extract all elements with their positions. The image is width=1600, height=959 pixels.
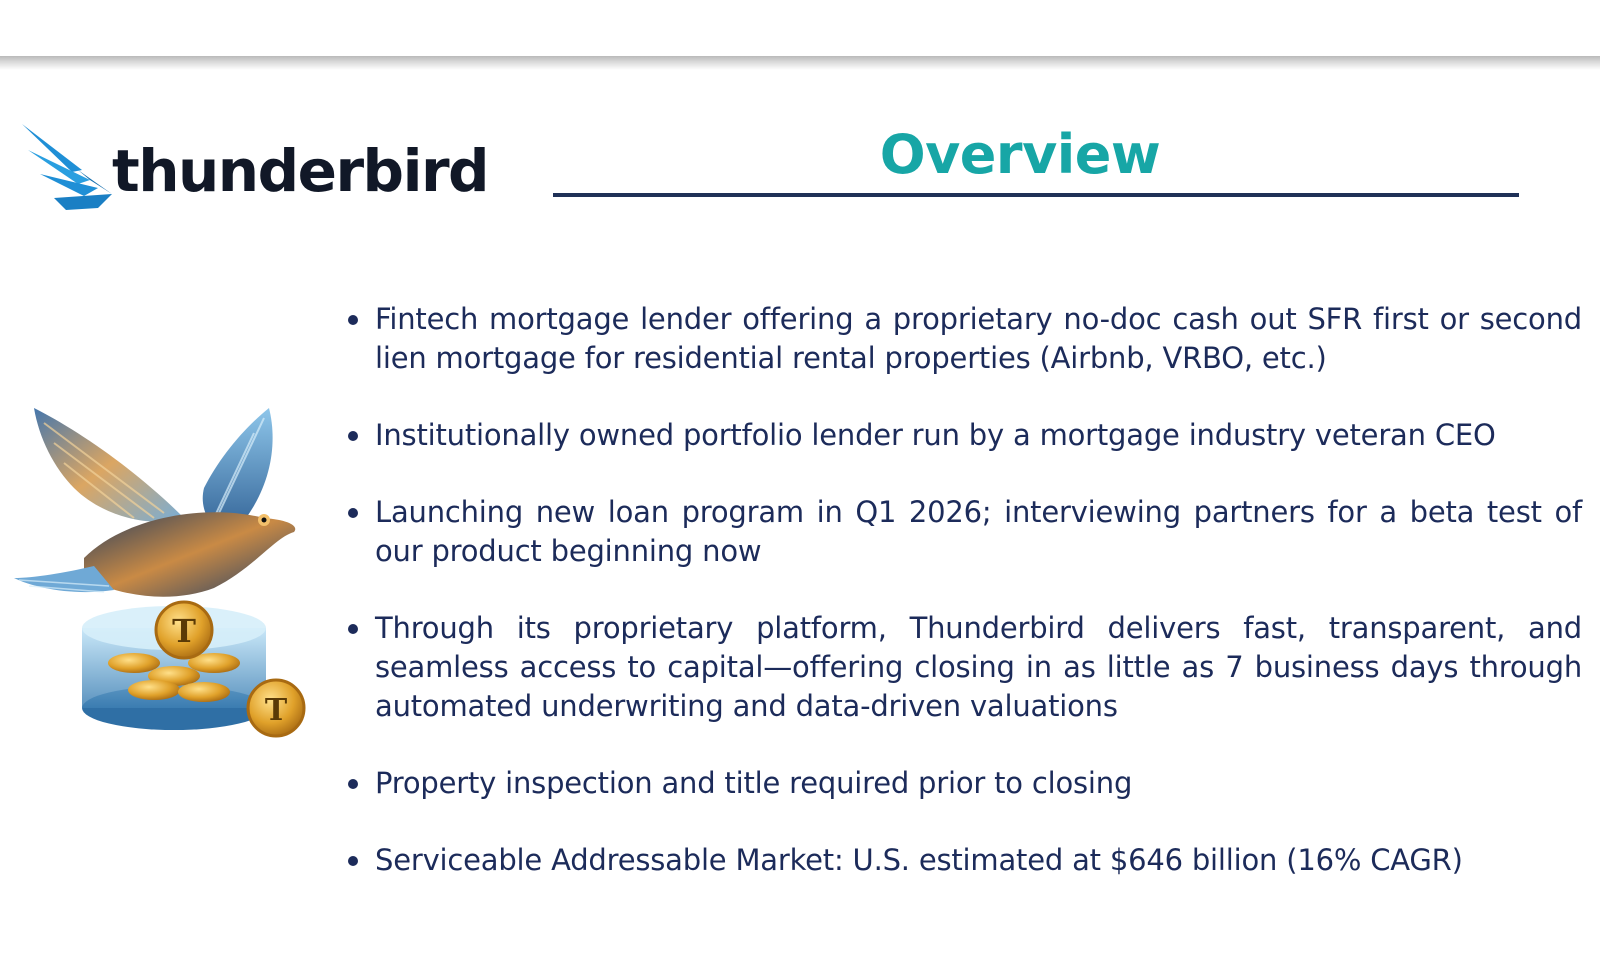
bullet-item: Institutionally owned portfolio lender run by a mortgage industry veteran CEO <box>342 416 1582 455</box>
svg-text:T: T <box>172 612 196 650</box>
top-divider-shadow <box>0 56 1600 70</box>
bird-coins-illustration <box>14 408 314 768</box>
page-title: Overview <box>879 123 1161 186</box>
overview-bullet-list <box>342 300 1582 918</box>
bird-with-coins-icon <box>14 408 314 768</box>
bullet-item: Fintech mortgage lender offering a proprietary no-doc cash out SFR first or second lien mortgage for residential rental properties (Airbnb, VRBO, etc.) <box>342 300 1582 378</box>
wing-logo-icon <box>20 122 120 222</box>
title-underline <box>553 193 1519 197</box>
bullet-item: Launching new loan program in Q1 2026; interviewing partners for a beta test of our product beginning now <box>342 493 1582 571</box>
brand-wordmark: thunderbird <box>112 137 489 205</box>
bullet-item: Through its proprietary platform, Thunderbird delivers fast, transparent, and seamless access to capital—offering closing in as little as 7 business days through automated underwriting and data-driven valuations <box>342 609 1582 726</box>
top-bar <box>0 0 1600 58</box>
bullet-item: Serviceable Addressable Market: U.S. estimated at $646 billion (16% CAGR) <box>342 841 1582 880</box>
bullet-item: Property inspection and title required prior to closing <box>342 764 1582 803</box>
svg-text:T: T <box>264 693 288 728</box>
